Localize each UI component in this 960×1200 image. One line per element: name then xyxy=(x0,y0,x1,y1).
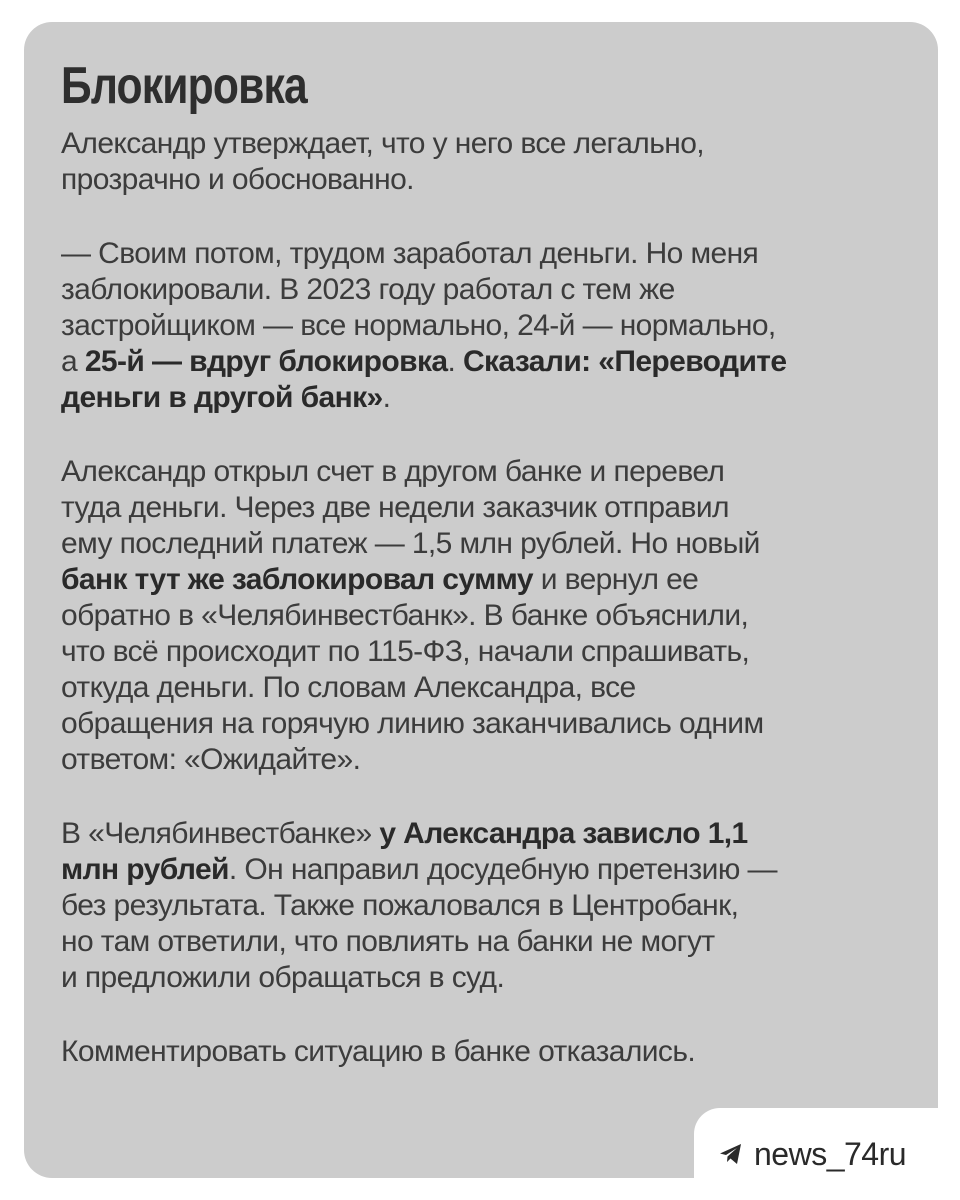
text-segment: . xyxy=(382,381,391,414)
text-segment: В «Челябинвестбанке» xyxy=(61,817,380,850)
article-paragraph xyxy=(61,236,902,416)
article-title: Блокировка xyxy=(61,57,307,115)
text-segment: Александр утверждает, что у него все легально, прозрачно и обоснованно. xyxy=(61,127,705,196)
article-paragraph xyxy=(61,1034,902,1070)
article-paragraph xyxy=(61,126,902,198)
source-handle: news_74ru xyxy=(754,1135,907,1172)
bold-text: Сказали: «Переводите деньги в другой банк» xyxy=(61,345,787,414)
text-segment: . xyxy=(447,345,463,378)
article-paragraph xyxy=(61,816,902,996)
text-segment: — Своим потом, трудом заработал деньги. Но меня заблокировали. В 2023 году работал с тем же застройщиком — все нормально, 24-й — нормально, а xyxy=(61,237,776,378)
bold-text: банк тут же заблокировал сумму xyxy=(61,563,533,596)
telegram-icon xyxy=(718,1141,744,1167)
article-paragraph xyxy=(61,454,902,778)
article-body xyxy=(61,126,902,1070)
text-segment: Александр открыл счет в другом банке и перевел туда деньги. Через две недели заказчик отправил ему последний платеж — 1,5 млн рублей. Но новый xyxy=(61,455,760,560)
text-segment: и вернул ее обратно в «Челябинвестбанк». В банке объяснили, что всё происходит по 115-ФЗ, начали спрашивать, откуда деньги. По словам Александра, все обращения на горячую линию заканчивались одним ответом: «Ожидайте». xyxy=(61,563,764,776)
source-badge[interactable] xyxy=(694,1108,960,1200)
text-segment: . Он направил досудебную претензию — без результата. Также пожаловался в Центробанк, но там ответили, что повлиять на банки не могут и предложили обращаться в суд. xyxy=(61,853,777,994)
bold-text: у Александра зависло 1,1 млн рублей xyxy=(61,817,748,886)
text-segment: Комментировать ситуацию в банке отказались. xyxy=(61,1035,696,1068)
bold-text: 25-й — вдруг блокировка xyxy=(84,345,448,378)
article-card xyxy=(24,22,938,1178)
